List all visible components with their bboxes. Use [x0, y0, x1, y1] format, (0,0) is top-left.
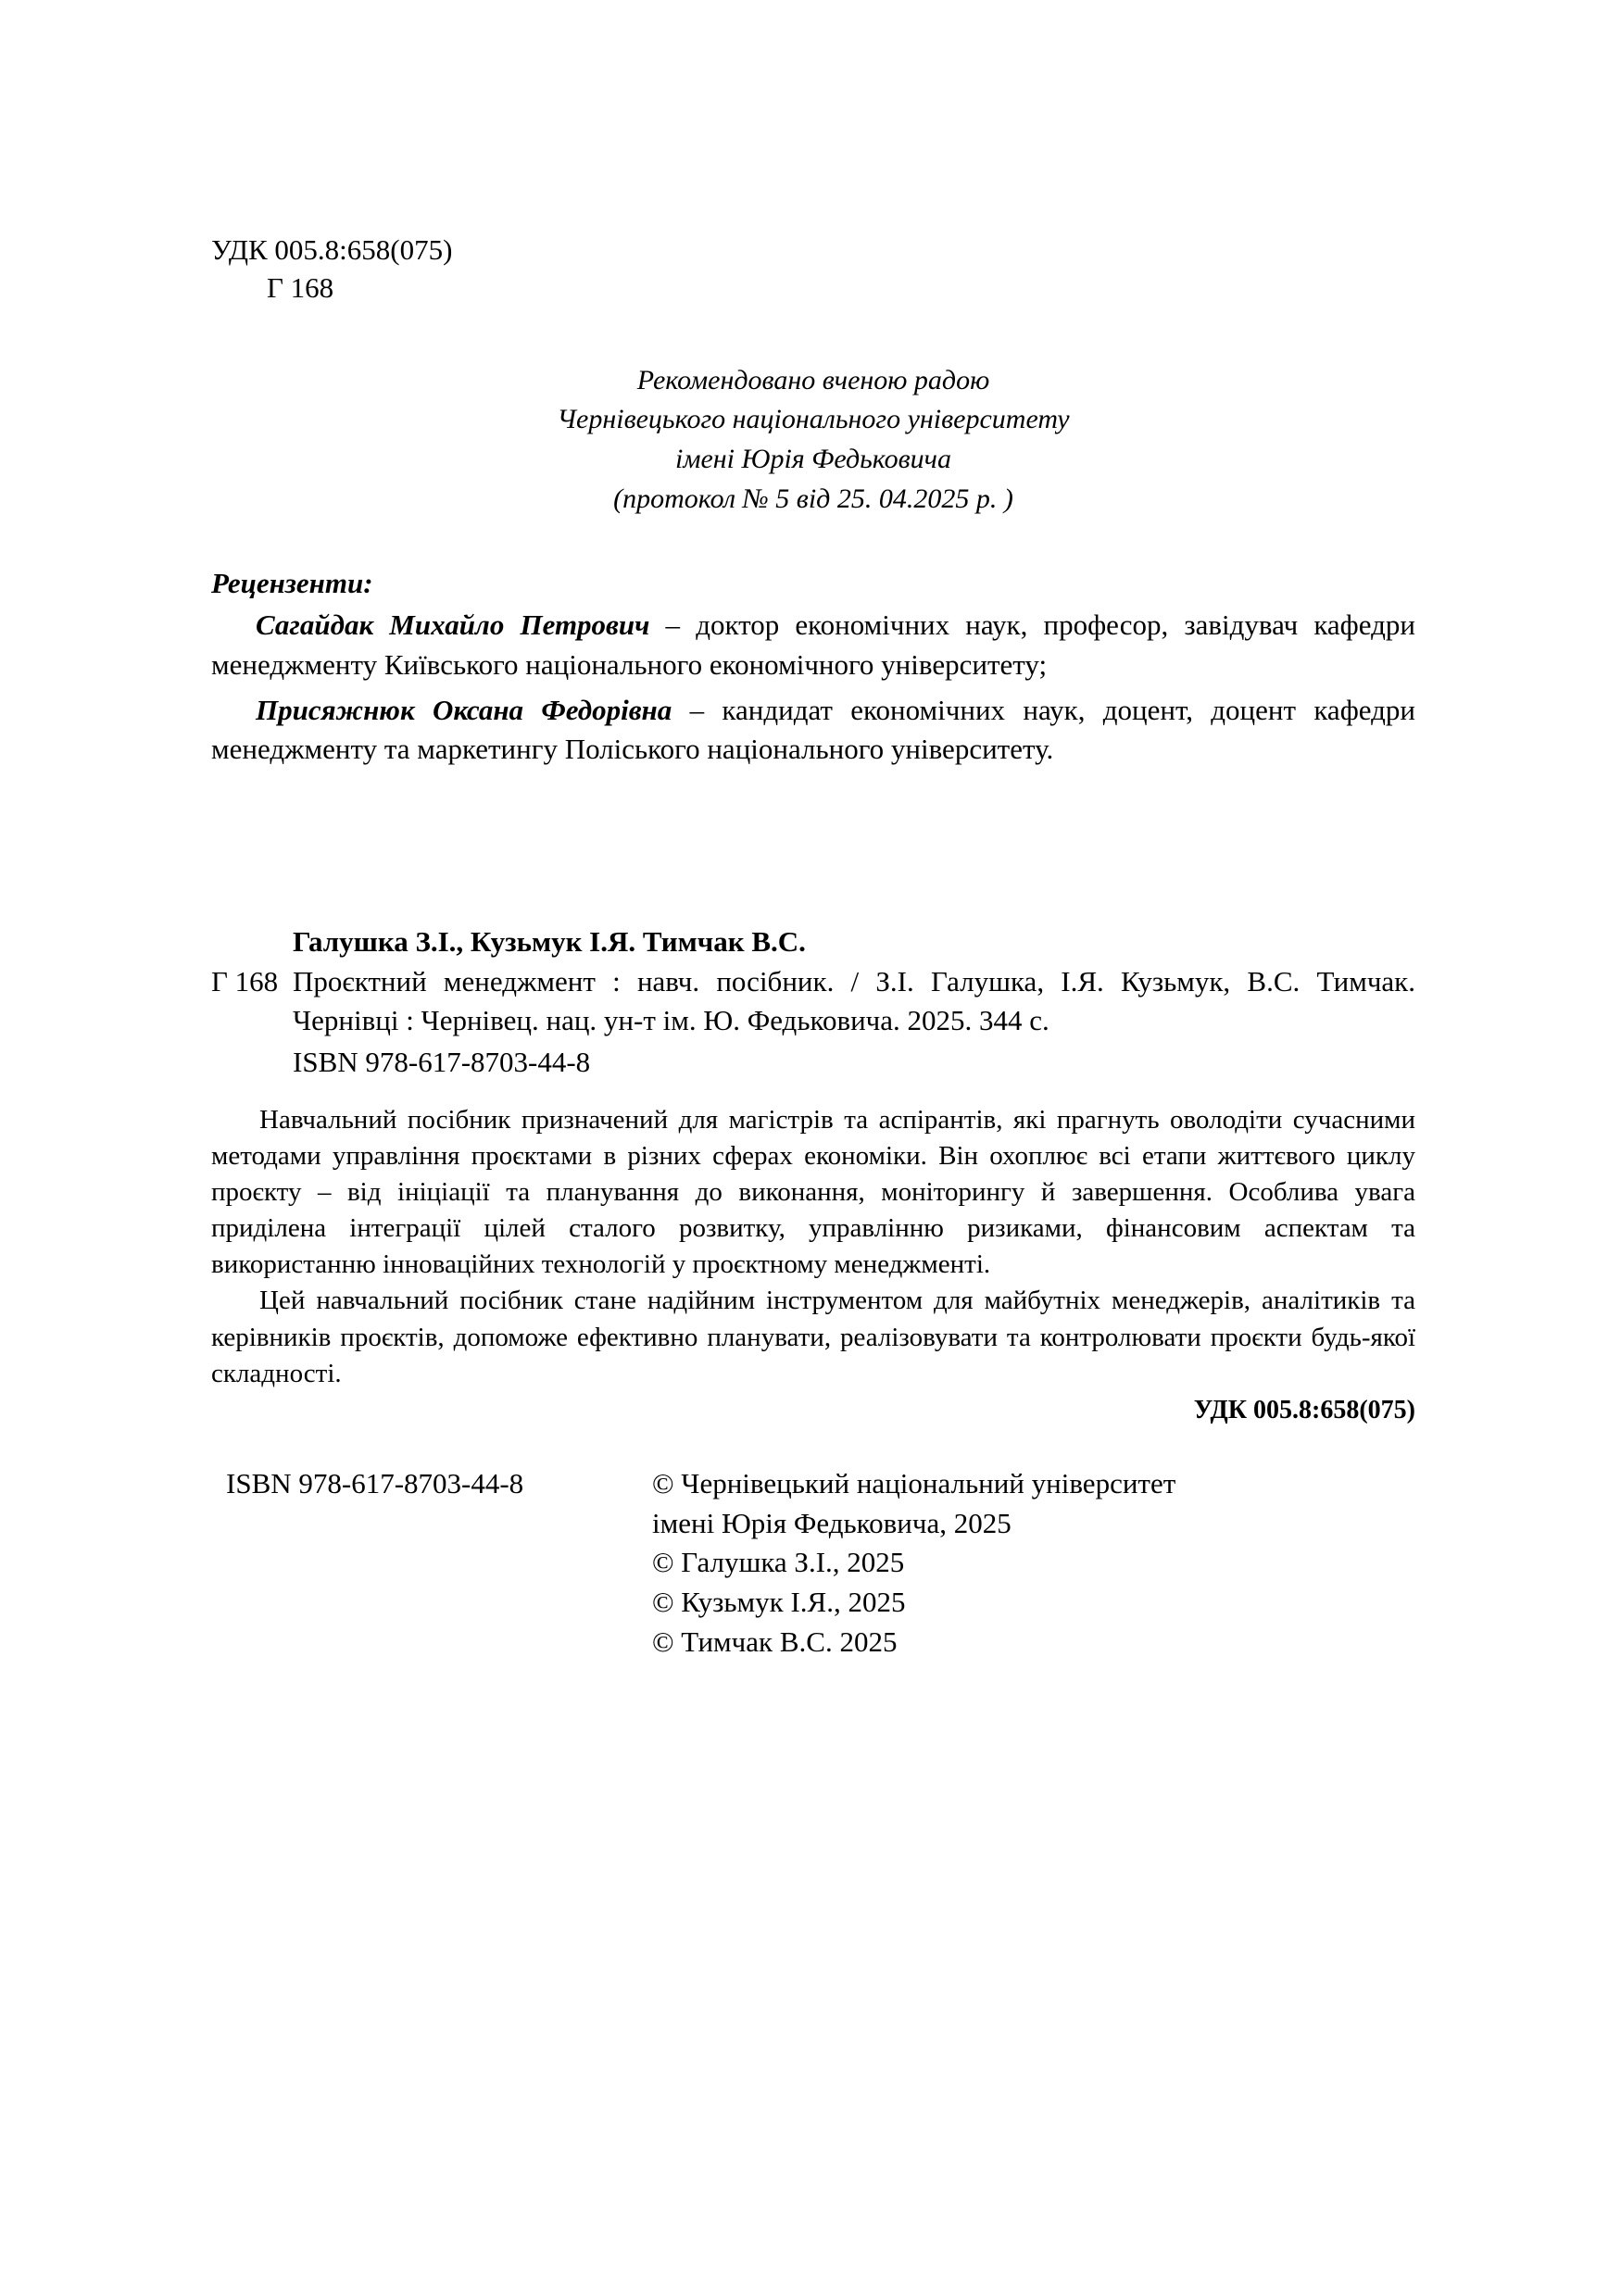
copyright-line-5: © Тимчак В.С. 2025 [652, 1625, 898, 1658]
footer-isbn: ISBN 978-617-8703-44-8 [226, 1466, 524, 1499]
authors-line: Галушка З.І., Кузьмук І.Я. Тимчак В.С. [293, 925, 806, 959]
recommendation-line-1: Рекомендовано вченою радою [636, 364, 990, 395]
copyright-line-4: © Кузьмук І.Я., 2025 [652, 1586, 906, 1619]
recommendation-block [211, 361, 1415, 519]
copyright-block [597, 1464, 1415, 1662]
recommendation-line-2: Чернівецького національного університету [557, 404, 1070, 435]
reviewers-heading: Рецензенти: [211, 567, 373, 600]
recommendation-line-3: імені Юрія Федьковича [674, 444, 951, 474]
catalog-description: Проєктний менеджмент : навч. посібник. / З.І. Галушка, І.Я. Кузьмук, В.С. Тимчак. Чернівці : Чернівец. нац. ун-т ім. Ю. Федьковича. 2025. 344 с. [293, 965, 1415, 1037]
reviewer-text-2: – кандидат економічних наук, доцент, доцент кафедри менеджменту та маркетингу Поліського національного університету. [211, 693, 1415, 766]
copyright-line-2: імені Юрія Федьковича, 2025 [652, 1506, 1012, 1539]
annotation-paragraph-2: Цей навчальний посібник стане надійним інструментом для майбутніх менеджерів, аналітиків та керівників проєктів, допоможе ефективно планувати, реалізовувати та контролювати проєкти будь-якої складності. [211, 1286, 1415, 1388]
reviewer-entry-1 [211, 606, 1415, 685]
reviewer-name-2: Присяжнюк Оксана Федорівна [256, 693, 672, 726]
catalog-code: Г 168 [211, 965, 279, 998]
udk-top: УДК 005.8:658(075) [211, 233, 453, 266]
catalog-entry [211, 962, 1415, 1040]
udk-bottom: УДК 005.8:658(075) [1193, 1395, 1415, 1424]
catalog-code-top: Г 168 [267, 270, 334, 304]
page-content [211, 232, 1415, 1662]
copyright-line-3: © Галушка З.І., 2025 [652, 1546, 905, 1579]
reviewer-name-1: Сагайдак Михайло Петрович [256, 609, 650, 642]
annotation-paragraph-1: Навчальний посібник призначений для магістрів та аспірантів, які прагнуть оволодіти сучасними методами управління проєктами в різних сферах економіки. Він охоплює всі етапи життєвого циклу проєкту – від ініціації та планування до виконання, моніторингу й завершення. Особлива увага приділена інтеграції цілей сталого розвитку, управлінню ризиками, фінансовим аспектам та використанню інноваційних технологій у проєктному менеджменті. [211, 1104, 1415, 1280]
reviewer-text-1: – доктор економічних наук, професор, завідувач кафедри менеджменту Київського національного економічного університету; [211, 609, 1415, 681]
catalog-isbn: ISBN 978-617-8703-44-8 [293, 1045, 591, 1078]
footer-block [211, 1464, 1415, 1662]
reviewer-entry-2 [211, 691, 1415, 771]
copyright-line-1: © Чернівецький національний університет [652, 1466, 1176, 1499]
recommendation-line-4: (протокол № 5 від 25. 04.2025 р. ) [613, 483, 1013, 514]
